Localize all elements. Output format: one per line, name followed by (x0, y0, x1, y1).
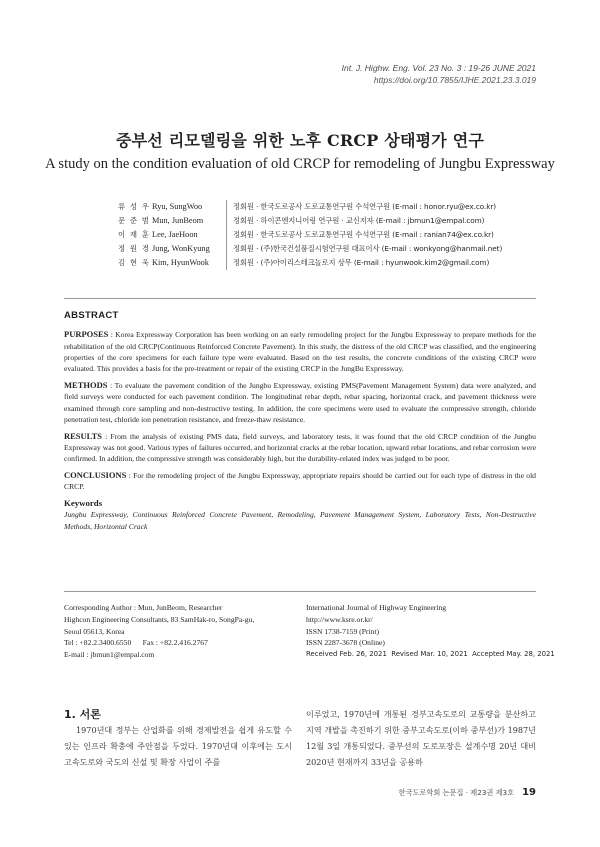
abstract-purposes: PURPOSES : Korea Expressway Corporation has been working on an early remodeling project for the Jungbu Expressway to prepare methods for the rehabilitation of the old CRCP(Continuous Reinforced Concrete Pavement). In this study, the distress of the old CRCP was classified, and the engineering properties of the core specimens for each failure type were evaluated. Based on the test results, the concrete conditions of the existing CRCP were evaluated. This provides a basis for the pre-treatment or repair of the existing CRCP in the JungBu Expressway. (64, 329, 536, 374)
methods-label: METHODS (64, 379, 108, 390)
author-english-name: Lee, JaeHoon (152, 230, 198, 239)
keywords-text: Jungbu Expressway, Continuous Reinforced Concrete Pavement, Remodeling, Pavement Management System, Laboratory Tests, Non-Destructive Methods, Horizontal Crack (64, 510, 536, 531)
revised-date: Mar. 10, 2021 (420, 650, 468, 659)
author-korean-name: 문 준 범 (118, 216, 151, 225)
author-row (118, 242, 502, 256)
abstract-conclusions: CONCLUSIONS : For the remodeling project of the Jungbu Expressway, appropriate repairs should be carried out for each type of distress in the old CRCP. (64, 470, 536, 492)
keywords-heading: Keywords (64, 498, 103, 509)
accepted-date: May. 28, 2021 (506, 650, 555, 659)
results-text: From the analysis of existing PMS data, field surveys, and laboratory tests, it was found that the old CRCP condition of the Jungbu Expressway was not good. Various types of failures occurred, and horizontal cracks at the rebar location, upward rebar locations, and rebar corrosion were confirmed. In addition, the compressive strength was considerably high, but the durability-related index was judged to be poor. (64, 431, 536, 464)
revised-label: Revised (391, 650, 419, 659)
methods-text: To evaluate the pavement condition of the Jungbu Expressway, existing PMS(Pavement Management System) data were analyzed, and field surveys were conducted for each pavement condition. The longitudinal rebar depth, rebar spacing, horizontal crack, and pavement thickness were examined through core sampling and non-destructive testing. In addition, the core specimens were used to evaluate the compressive strength, chloride penetration test, chloride ion penetration resistance, and freeze-thaw resistance. (64, 380, 536, 424)
title-korean: 중부선 리모델링을 위한 노후 CRCP 상태평가 연구 (115, 131, 485, 150)
page-footer (399, 787, 536, 798)
author-list (118, 200, 502, 270)
body-column-left (64, 722, 292, 770)
title-english: A study on the condition evaluation of old CRCP for remodeling of Jungbu Expressway (45, 156, 555, 172)
abstract-results: RESULTS : From the analysis of existing PMS data, field surveys, and laboratory tests, it was found that the old CRCP condition of the Jungbu Expressway was not good. Various types of failures occurred, and horizontal cracks at the rebar location, upward rebar locations, and rebar corrosion were confirmed. In addition, the compressive strength was considerably high, but the durability-related index was judged to be poor. (64, 430, 536, 464)
author-english-name: Kim, HyunWook (152, 258, 209, 267)
author-affiliation: 정회원 · (주)한국건설품질시험연구원 대표이사 (E-mail : wonkyong@hanmail.net) (233, 244, 503, 253)
author-divider (226, 228, 227, 242)
abstract-top-rule (64, 298, 536, 299)
accepted-label: Accepted (472, 650, 505, 659)
corresponding-line: Seoul 05613, Korea (64, 626, 125, 636)
author-row (118, 256, 502, 270)
author-korean-name: 이 재 훈 (118, 230, 151, 239)
article-dates (306, 649, 555, 661)
author-korean-name: 류 성 우 (118, 202, 151, 211)
body-paragraph: 이루었고, 1970년에 개통된 경부고속도로의 교통량을 분산하고 지역 개발을 촉진하기 위한 중부고속도로(이하 중부선)가 1987년 12월 3일 개통되었다. 중부선의 도로포장은 설계수명 20년 대비 2020년 현재까지 33년을 공용하 (306, 709, 536, 768)
purposes-label: PURPOSES (64, 329, 109, 340)
body-paragraph: 1970년대 정부는 산업화를 위해 경제발전을 쉽게 유도할 수 있는 인프라 확충에 주안점을 두었다. 1970년대 이후에는 도시 고속도로와 국도의 신설 및 확장 사업이 주를 (64, 725, 292, 768)
journal-url[interactable]: http://www.ksre.or.kr/ (306, 614, 373, 624)
author-divider (226, 200, 227, 214)
author-affiliation: 정회원 · 하이콘엔지니어링 연구원 · 교신저자 (E-mail : jbmun1@empal.com) (233, 216, 485, 225)
author-korean-name: 정 원 경 (118, 244, 151, 253)
journal-info-block (306, 602, 555, 661)
section-title: 1. 서론 (64, 708, 101, 721)
corresponding-line: Highcon Engineering Consultants, 83 SamHak-ro, SongPa-gu, (64, 614, 255, 624)
corresponding-line: Corresponding Author : Mun, JunBeom, Researcher (64, 603, 223, 612)
page-number: 19 (522, 787, 536, 798)
abstract-methods: METHODS : To evaluate the pavement condition of the Jungbu Expressway, existing PMS(Pavement Management System) data were analyzed, and field surveys were conducted for each pavement condition. The longitudinal rebar depth, rebar spacing, horizontal crack, and pavement thickness were examined through core sampling and non-destructive testing. In addition, the core specimens were used to evaluate the compressive strength, chloride penetration test, chloride ion penetration resistance, and freeze-thaw resistance. (64, 379, 536, 424)
author-korean-name: 김 현 욱 (118, 258, 151, 267)
corresponding-line: Tel : +82.2.3400.6550 Fax : +82.2.416.2767 (64, 638, 208, 648)
author-row (118, 228, 502, 242)
results-label: RESULTS (64, 430, 102, 441)
footer-journal: 한국도로학회 논문집 · 제23권 제3호 (398, 787, 515, 797)
journal-name: International Journal of Highway Engineering (306, 603, 447, 612)
issn-print: ISSN 1738-7159 (Print) (306, 626, 379, 636)
conclusions-text: For the remodeling project of the Jungbu Expressway, appropriate repairs should be carried out for each type of distress in the old CRCP. (64, 471, 536, 492)
abstract-section (64, 310, 536, 538)
author-divider (226, 256, 227, 270)
author-english-name: Jung, WonKyung (152, 244, 210, 253)
author-english-name: Mun, JunBeom (152, 216, 204, 225)
abstract-bottom-rule (64, 591, 536, 592)
journal-reference: Int. J. Highw. Eng. Vol. 23 No. 3 : 19-26 JUNE 2021 (341, 63, 536, 73)
abstract-heading: ABSTRACT (64, 310, 119, 321)
conclusions-label: CONCLUSIONS (64, 470, 127, 481)
author-row (118, 214, 502, 228)
author-divider (226, 242, 227, 256)
author-row (118, 200, 502, 214)
journal-citation (342, 62, 536, 86)
body-column-right (306, 706, 536, 770)
author-affiliation: 정회원 · (주)아이리스테크놀로지 상무 (E-mail : hyunwook.kim2@gmail.com) (233, 258, 490, 267)
author-english-name: Ryu, SungWoo (152, 202, 203, 211)
doi-link[interactable]: https://doi.org/10.7855/IJHE.2021.23.3.019 (373, 75, 536, 85)
author-affiliation: 정회원 · 한국도로공사 도로교통연구원 수석연구원 (E-mail : honor.ryu@ex.co.kr) (233, 202, 496, 211)
author-divider (226, 214, 227, 228)
issn-online: ISSN 2287-3678 (Online) (306, 638, 385, 648)
received-date: Feb. 26, 2021 (339, 650, 387, 659)
received-label: Received (306, 650, 338, 659)
author-affiliation: 정회원 · 한국도로공사 도로교통연구원 수석연구원 (E-mail : ranian74@ex.co.kr) (233, 230, 494, 239)
corresponding-author-block (64, 602, 294, 661)
corresponding-email[interactable]: E-mail : jbmun1@empal.com (64, 650, 155, 660)
purposes-text: Korea Expressway Corporation has been working on an early remodeling project for the Jungbu Expressway to prepare methods for the rehabilitation of the old CRCP(Continuous Reinforced Concrete Pavement). In this study, the distress of the old CRCP was classified, and the engineering properties of the core specimens for each failure type were evaluated. Based on the test results, the concrete conditions of the existing CRCP were evaluated. This provides a basis for the pre-treatment or repair of the existing CRCP in the JungBu Expressway. (64, 330, 536, 374)
